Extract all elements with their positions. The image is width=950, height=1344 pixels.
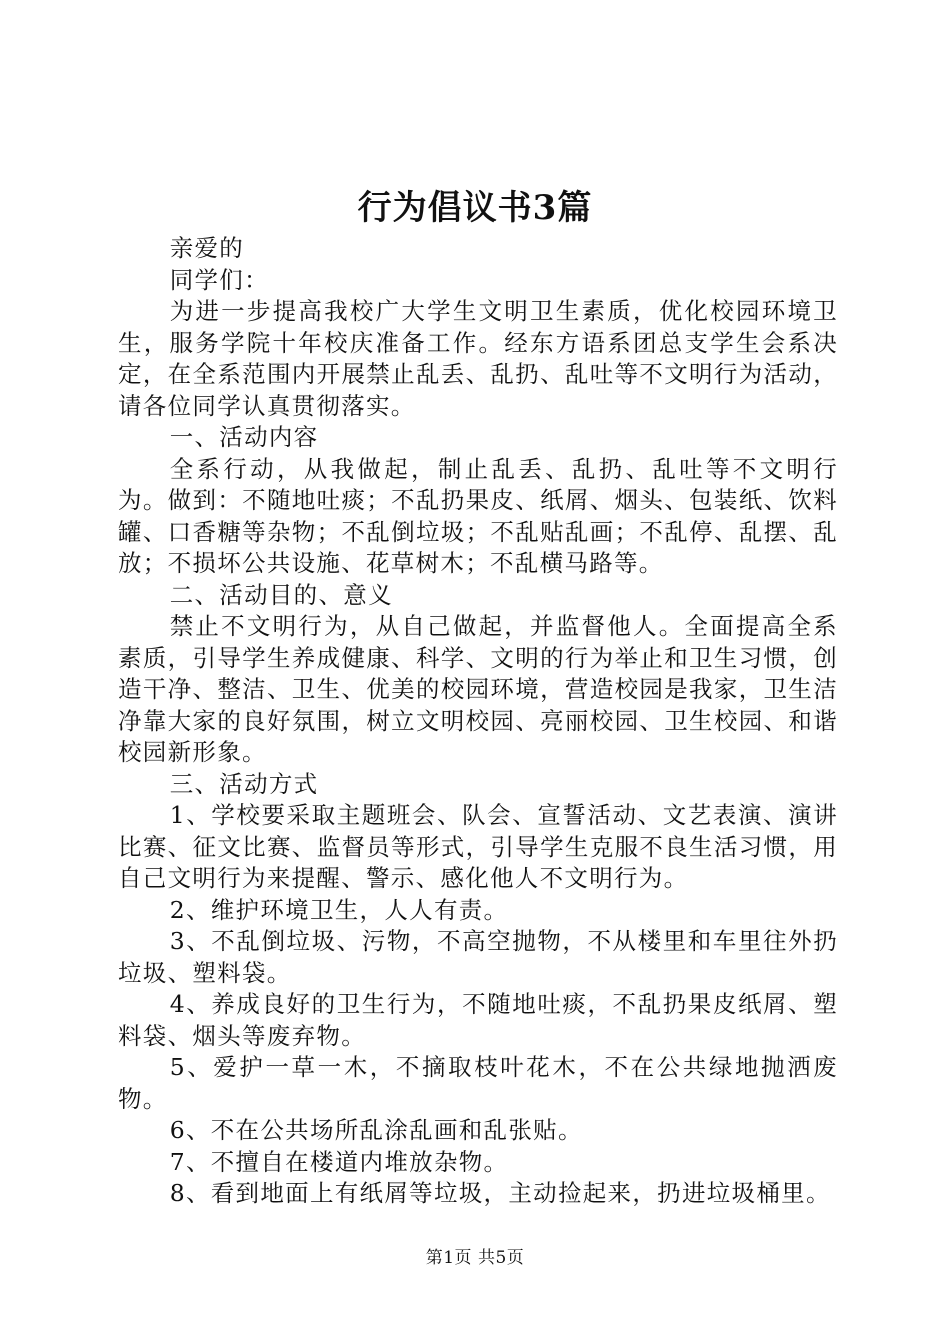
section-heading-methods: 三、活动方式 (169, 769, 319, 798)
method-item-3: 3、不乱倒垃圾、污物，不高空抛物，不从楼里和车里往外扔垃圾、塑料袋。 (118, 927, 838, 987)
method-item-4: 4、养成良好的卫生行为，不随地吐痰，不乱扔果皮纸屑、塑料袋、烟头等废弃物。 (118, 990, 838, 1050)
page-number-footer: 第1页 共5页 (425, 1248, 525, 1268)
salutation-line-2: 同学们： (169, 265, 269, 294)
section-heading-content: 一、活动内容 (169, 423, 319, 451)
document-title: 行为倡议书3篇 (357, 188, 593, 228)
content-paragraph: 全系行动，从我做起，制止乱丢、乱扔、乱吐等不文明行为。做到：不随地吐痰；不乱扔果皮、纸屑、烟头、包装纸、饮料罐、口香糖等杂物；不乱倒垃圾；不乱贴乱画；不乱停、乱摆、乱放；不损坏公共设施、花草树木；不乱横马路等。 (118, 454, 838, 577)
method-item-8: 8、看到地面上有纸屑等垃圾，主动捡起来，扔进垃圾桶里。 (169, 1179, 831, 1207)
document-body (118, 233, 838, 1210)
purpose-paragraph: 禁止不文明行为，从自己做起，并监督他人。全面提高全系素质，引导学生养成健康、科学、文明的行为举止和卫生习惯，创造干净、整洁、卫生、优美的校园环境，营造校园是我家，卫生洁净靠大家的良好氛围，树立文明校园、亮丽校园、卫生校园、和谐校园新形象。 (118, 612, 838, 766)
salutation-line-1: 亲爱的 (169, 234, 245, 262)
method-item-2: 2、维护环境卫生，人人有责。 (169, 895, 509, 924)
intro-paragraph: 为进一步提高我校广大学生文明卫生素质，优化校园环境卫生，服务学院十年校庆准备工作。经东方语系团总支学生会系决定，在全系范围内开展禁止乱丢、乱扔、乱吐等不文明行为活动，请各位同学认真贯彻落实。 (118, 297, 838, 420)
method-item-6: 6、不在公共场所乱涂乱画和乱张贴。 (169, 1116, 583, 1144)
method-item-7: 7、不擅自在楼道内堆放杂物。 (169, 1147, 509, 1176)
section-heading-purpose: 二、活动目的、意义 (169, 580, 393, 609)
method-item-1: 1、学校要采取主题班会、队会、宣誓活动、文艺表演、演讲比赛、征文比赛、监督员等形式，引导学生克服不良生活习惯，用自己文明行为来提醒、警示、感化他人不文明行为。 (118, 801, 838, 892)
method-item-5: 5、爱护一草一木，不摘取枝叶花木，不在公共绿地抛洒废物。 (118, 1053, 838, 1113)
